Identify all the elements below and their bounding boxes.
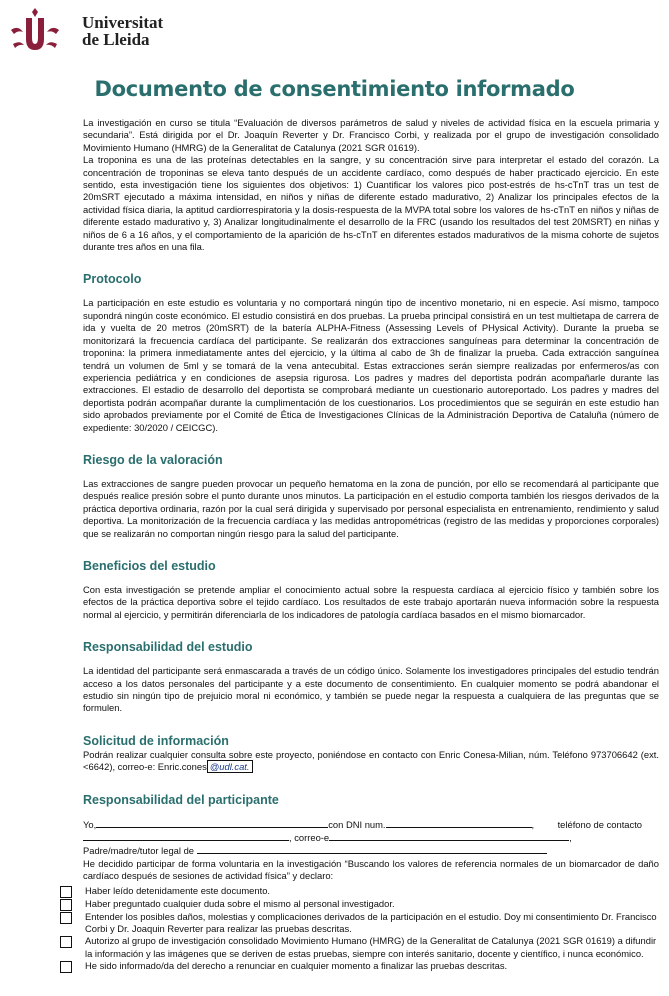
logo-line-1: Universitat <box>82 13 164 32</box>
logo-line-2: de Lleida <box>82 30 150 49</box>
intro-paragraph: La troponina es una de las proteínas detectables en la sangre, y su concentración sirve para interpretar el estado del corazón. La concentración de troponinas se eleva tanto después de un accidente cardíaco, como después de haber practicado ejercicio. En este sentido, esta investigación tiene los siguientes dos objetivos: 1) Cuantificar los valores pico post-estrés de hs-cTnT tras un test de 20mSRT ejecutado a máxima intensidad, en niños y niñas de diferente estado madurativo, 2) Analizar los principales efectos de la actividad física diaria, la aptitud cardiorrespiratoria y la dosis-respuesta de la MVPA total sobre los valores de hs-cTnT en niños y niñas de diferente estado madurativo y, 3) Analizar longitudinalmente el desarrollo de la FRC (usando los resultados del test 20MSRT) en niñas y niños de 6 a 16 años, y el comportamiento de la aparición de hs-cTnT en diferentes estados madurativos de la misma cohorte de sujetos durante tres años en una fila. <box>83 154 659 253</box>
participant-line-1: Yo, con DNI num. , teléfono de contacto <box>83 818 643 830</box>
section-heading-responsabilidad: Responsabilidad del estudio <box>83 640 253 655</box>
label-telefono: teléfono de contacto <box>557 818 643 830</box>
consent-checkbox[interactable] <box>60 936 72 948</box>
section-heading-protocolo: Protocolo <box>83 272 142 287</box>
consent-item <box>83 885 659 898</box>
consent-item-text: He sido informado/da del derecho a renunciar en cualquier momento a finalizar las pruebas descritas. <box>85 960 508 972</box>
consent-item-text: Entender los posibles daños, molestias y complicaciones derivados de la participación en el estudio. Doy mi consentimiento Dr. Francisco Corbi y Dr. Joaquin Reverter para realizar las pruebas descritas. <box>85 910 657 935</box>
consent-checkbox[interactable] <box>60 961 72 973</box>
section-heading-participante: Responsabilidad del participante <box>83 792 279 807</box>
document-title: Documento de consentimiento informado <box>94 77 575 101</box>
consent-item-text: Haber leído detenidamente este documento. <box>85 884 271 896</box>
university-logo <box>8 8 164 56</box>
consent-checkbox[interactable] <box>60 899 72 911</box>
consent-checkbox[interactable] <box>60 886 72 898</box>
section-heading-beneficios: Beneficios del estudio <box>83 558 216 573</box>
dni-field[interactable] <box>386 818 532 828</box>
consent-checkbox[interactable] <box>60 912 72 924</box>
contact-email-link[interactable]: @udl.cat. <box>207 760 253 773</box>
section-heading-solicitud: Solicitud de información <box>83 733 229 748</box>
solicitud-text <box>83 749 659 774</box>
document-body <box>83 117 659 973</box>
beneficios-text: Con esta investigación se pretende ampliar el conocimiento actual sobre la respuesta cardíaca al ejercicio físico y también sobre los efectos de la práctica deportiva sobre el tejido cardíaco. Los resultados de este trabajo aportarán nueva información sobre la respuesta normal al ejercicio, y permitirán diferenciarla de los indicadores de patología cardíaca basados en el mismo biomarcador. <box>83 583 659 620</box>
participant-line-2: , correo-e , <box>83 831 659 844</box>
udl-emblem-icon <box>8 8 74 54</box>
consent-item <box>83 898 659 911</box>
consent-item <box>83 935 659 960</box>
consent-item-text: Autorizo al grupo de investigación consolidado Movimiento Humano (HMRG) de la Generalitat de Catalunya (2021 SGR 01619) a difundir la información y las imágenes que se deriven de estas pruebas, siempre con interés sanitario, docente y científico, i nunca económico. <box>85 935 657 959</box>
consent-item <box>83 960 659 973</box>
consent-checklist <box>83 885 659 974</box>
section-heading-riesgo: Riesgo de la valoración <box>83 452 223 467</box>
responsabilidad-text: La identidad del participante será enmascarada a través de un código único. Solamente los investigadores principales del estudio tendrán acceso a los datos personales del participante y a este documento de consentimiento. En cualquier momento se podrá abandonar el estudio sin ningún tipo de prejuicio moral ni económico, y también se puede negar la respuesta a cualquiera de las preguntas que se formulen. <box>83 665 659 714</box>
riesgo-text: Las extracciones de sangre pueden provocar un pequeño hematoma en la zona de punción, por ello se recomendará al participante que después realice presión sobre el punto durante unos minutos. La participación en el estudio comporta también los riesgos derivados de la práctica deportiva ordinaria, razón por la cual será dirigida y supervisado por personal especialista en entrenamiento, rendimiento y salud deportiva. La monitorización de la frecuencia cardíaca y las medidas antropométricas (registro de las medidas y proporciones corporales) que se realizarán no comportan ningún riesgo para la salud del participante. <box>83 477 659 539</box>
solicitud-body: Podrán realizar cualquier consulta sobre este proyecto, poniéndose en contacto con Enric Conesa-Milian, núm. Teléfono 973706642 (ext.<6642), correo-e: Enric.cones <box>83 748 659 773</box>
label-padre: Padre/madre/tutor legal de <box>83 845 195 857</box>
label-dni: con DNI num. <box>328 818 386 830</box>
intro-paragraph: La investigación en curso se titula “Evaluación de diversos parámetros de salud y niveles de actividad física en la escuela primaria y secundaria”. Está dirigida por el Dr. Joaquín Reverter y Dr. Francisco Corbi, y realizada por el grupo de investigación consolidado Movimiento Humano (HMRG) de la Generalitat de Catalunya (2021 SGR 01619). <box>83 117 659 153</box>
participant-declaration: He decidido participar de forma voluntaria en la investigación “Buscando los valores de referencia normales de un biomarcador de daño cardíaco después de sesiones de actividad física” y declaro: <box>83 857 659 882</box>
participant-line-3 <box>83 844 659 857</box>
phone-field[interactable] <box>83 831 289 841</box>
protocolo-text: La participación en este estudio es voluntaria y no comportará ningún tipo de incentivo monetario, ni en especie. Así mismo, tampoco supondrá ningún coste económico. El estudio consistirá en dos pruebas. La prueba principal consistirá en un test multietapa de carrera de ida y vuelta de 20 metros (20mSRT) de la batería ALPHA-Fitness (Assessing Levels of PHysical Activity). Durante la prueba se monitorizará la frecuencia cardíaca del participante. Se realizarán dos extracciones sanguíneas para determinar la concentración de troponina: la primera inmediatamente antes del ejercicio, y la última al cabo de 3h de finalizar la prueba. Cada extracción sanguínea tendrá un volumen de 5ml y se tomará de la vena antecubital. Estas extracciones serán siempre realizadas por enfermeros/as con experiencia pediátrica y en condiciones de asepsia rigurosa. Los padres y madres del deportista podrán acompañarle durante las extracciones. El estadio de desarrollo del deportista se comprobará mediante un cuestionario autoreportado. Los padres y madres del deportista podrán acompañar durante la cumplimentación de los cuestionarios. Los procedimientos que se seguirán en este estudio han sido aprobados previamente por el Comité de Ética de Investigaciones Clínicas de la Administración Deportiva de Cataluña (número de expediente: 30/2020 / CEICGC). <box>83 297 659 433</box>
email-field[interactable] <box>329 831 569 841</box>
consent-item <box>83 911 659 936</box>
label-correo: , correo-e <box>289 832 330 844</box>
name-field[interactable] <box>96 818 328 828</box>
consent-item-text: Haber preguntado cualquier duda sobre el mismo al personal investigador. <box>85 897 395 909</box>
guardian-field[interactable] <box>197 844 547 854</box>
university-name <box>82 14 163 48</box>
label-yo: Yo, <box>83 818 97 830</box>
